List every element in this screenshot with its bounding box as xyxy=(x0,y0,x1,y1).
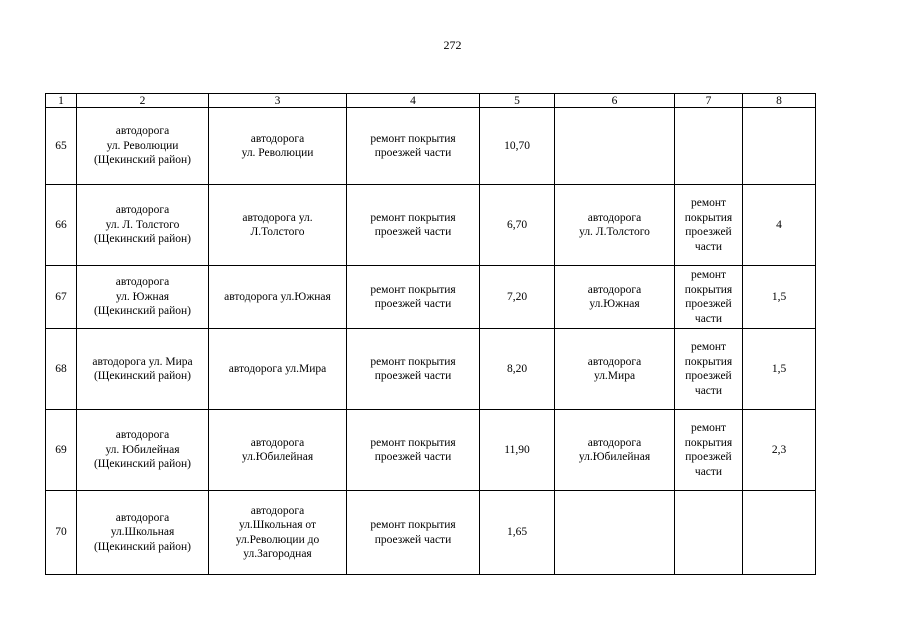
table-cell: 7,20 xyxy=(480,266,555,329)
table-cell: ремонт покрытия проезжей части xyxy=(347,108,480,185)
table-cell xyxy=(675,491,743,575)
table-cell: автодорога ул. Л.Толстого xyxy=(555,185,675,266)
column-header: 7 xyxy=(675,94,743,108)
column-header: 6 xyxy=(555,94,675,108)
table-cell: ремонт покрытия проезжей части xyxy=(347,185,480,266)
header-row xyxy=(46,94,816,108)
table-cell: ремонт покрытия проезжей части xyxy=(347,491,480,575)
column-header: 5 xyxy=(480,94,555,108)
column-header: 8 xyxy=(743,94,816,108)
table-row xyxy=(46,491,816,575)
table-row xyxy=(46,329,816,410)
table-cell: 8,20 xyxy=(480,329,555,410)
table-cell: ремонт покрытия проезжей части xyxy=(347,410,480,491)
table-cell: 6,70 xyxy=(480,185,555,266)
table-cell: 1,65 xyxy=(480,491,555,575)
table-row xyxy=(46,266,816,329)
table-cell: ремонт покрытия проезжей части xyxy=(675,410,743,491)
table-cell: ремонт покрытия проезжей части xyxy=(347,329,480,410)
table-cell: автодорога ул. Л. Толстого (Щекинский район) xyxy=(77,185,209,266)
table-cell: 1,5 xyxy=(743,329,816,410)
table-cell: ремонт покрытия проезжей части xyxy=(347,266,480,329)
table-cell: 65 xyxy=(46,108,77,185)
page-number: 272 xyxy=(443,38,462,52)
table-cell: ремонт покрытия проезжей части xyxy=(675,329,743,410)
table-cell xyxy=(555,108,675,185)
column-header: 3 xyxy=(209,94,347,108)
table-row xyxy=(46,108,816,185)
table-cell: автодорога ул.Мира xyxy=(555,329,675,410)
table-cell xyxy=(675,108,743,185)
table-cell: автодорога ул. Южная (Щекинский район) xyxy=(77,266,209,329)
table-cell: ремонт покрытия проезжей части xyxy=(675,185,743,266)
table-cell: автодорога ул. Л.Толстого xyxy=(209,185,347,266)
table-cell: 2,3 xyxy=(743,410,816,491)
table-cell: автодорога ул. Революции (Щекинский район) xyxy=(77,108,209,185)
table-cell: 70 xyxy=(46,491,77,575)
table-cell: 11,90 xyxy=(480,410,555,491)
column-header: 4 xyxy=(347,94,480,108)
table-cell: автодорога ул.Южная xyxy=(209,266,347,329)
table-cell: 69 xyxy=(46,410,77,491)
table-cell: автодорога ул. Революции xyxy=(209,108,347,185)
table-cell: автодорога ул.Юбилейная xyxy=(209,410,347,491)
table-row xyxy=(46,410,816,491)
table-cell: автодорога ул.Южная xyxy=(555,266,675,329)
column-header: 1 xyxy=(46,94,77,108)
table-cell: 4 xyxy=(743,185,816,266)
table-cell: 1,5 xyxy=(743,266,816,329)
table-cell: автодорога ул. Мира (Щекинский район) xyxy=(77,329,209,410)
table-cell xyxy=(555,491,675,575)
table-cell: 67 xyxy=(46,266,77,329)
table-cell xyxy=(743,491,816,575)
table-cell: автодорога ул.Школьная (Щекинский район) xyxy=(77,491,209,575)
table-cell: 66 xyxy=(46,185,77,266)
table-cell: автодорога ул. Юбилейная (Щекинский район) xyxy=(77,410,209,491)
data-table xyxy=(45,93,816,575)
table-cell: автодорога ул.Школьная от ул.Революции до ул.Загородная xyxy=(209,491,347,575)
table-cell: ремонт покрытия проезжей части xyxy=(675,266,743,329)
table-row xyxy=(46,185,816,266)
column-header: 2 xyxy=(77,94,209,108)
table-cell: 10,70 xyxy=(480,108,555,185)
table-cell: автодорога ул.Юбилейная xyxy=(555,410,675,491)
table-cell: 68 xyxy=(46,329,77,410)
table-cell xyxy=(743,108,816,185)
table-cell: автодорога ул.Мира xyxy=(209,329,347,410)
